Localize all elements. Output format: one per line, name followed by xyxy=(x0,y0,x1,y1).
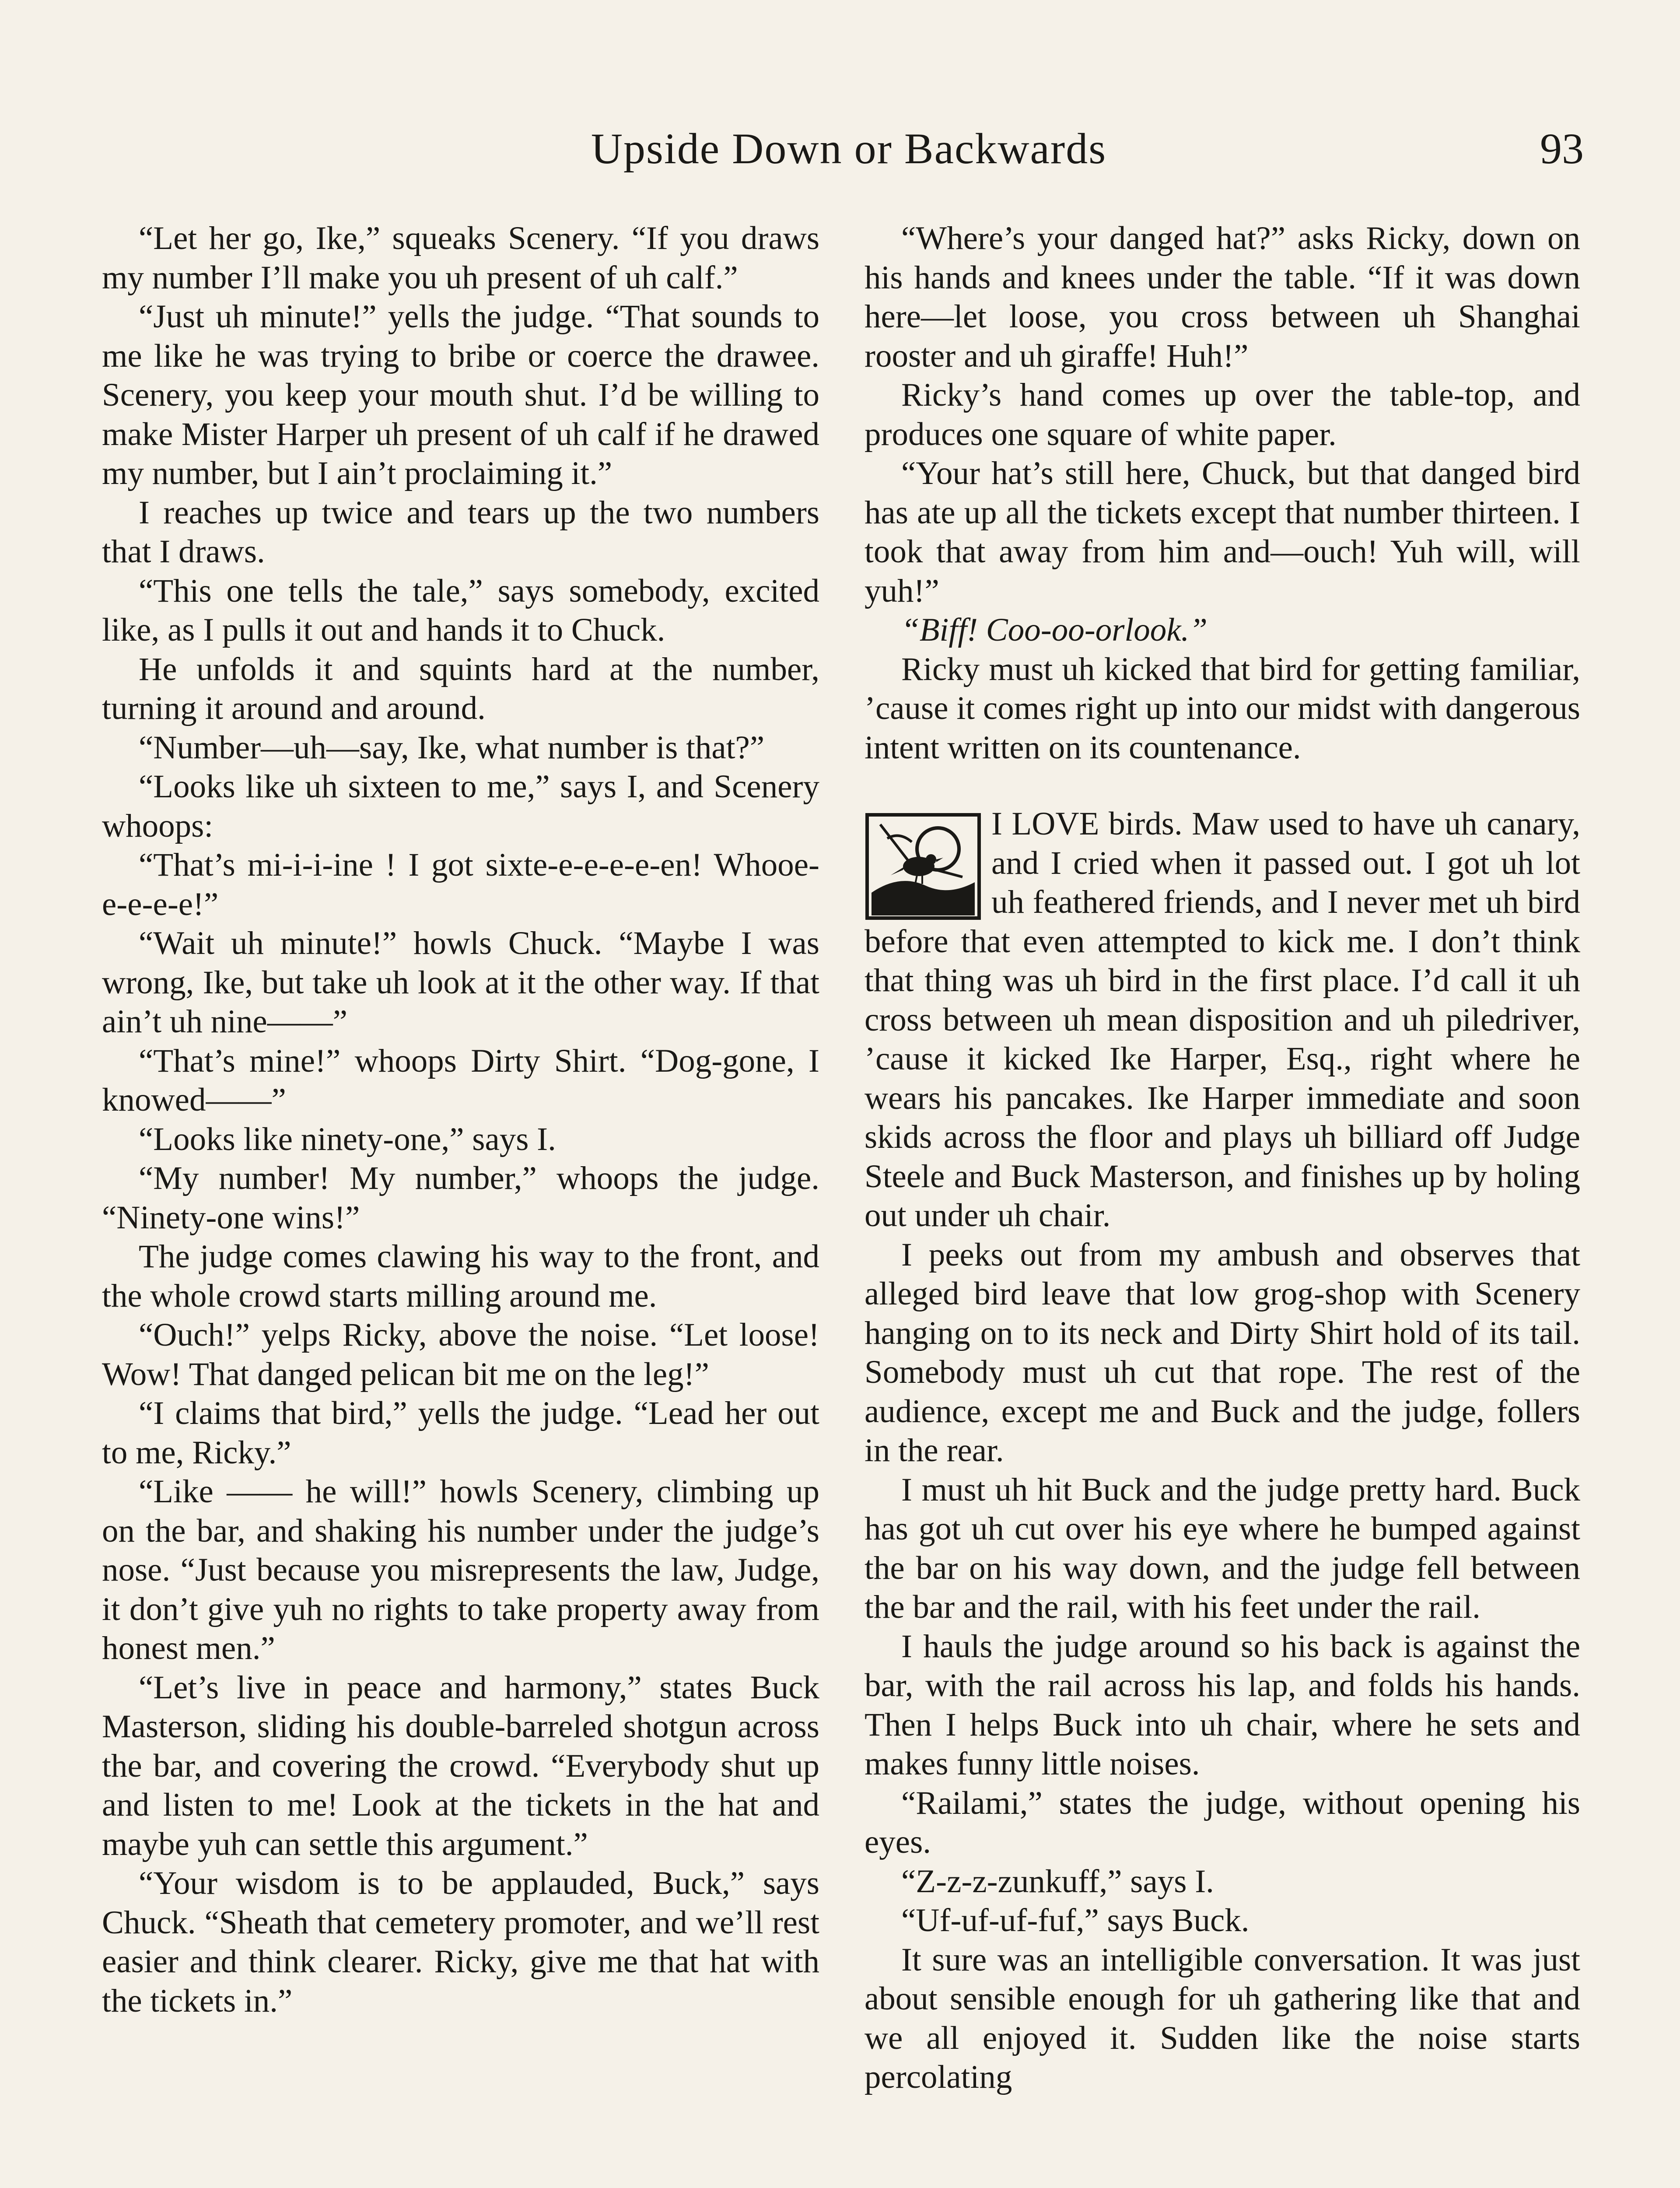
italic-dialogue: “Uf-uf-uf-fuf,” says Buck. xyxy=(901,1902,1250,1939)
paragraph: “Railami,” states the judge, without opening his eyes. xyxy=(864,1785,1580,1860)
paragraph: “Ouch!” yelps Ricky, above the noise. “Let loose! Wow! That danged pelican bit me on the leg!” xyxy=(102,1317,819,1392)
paragraph: I reaches up twice and tears up the two numbers that I draws. xyxy=(102,494,819,570)
italic-dialogue: “Z-z-z-zunkuff,” says I. xyxy=(901,1863,1214,1900)
section-break xyxy=(864,767,1580,804)
page-number: 93 xyxy=(1540,124,1584,173)
paragraph: “Where’s your danged hat?” asks Ricky, down on his hands and knees under the table. “If it was down here—let loose, you cross between uh Shanghai rooster and uh giraffe! Huh!” xyxy=(864,220,1580,374)
italic-exclamation: “Biff! Coo-oo-orlook.” xyxy=(901,612,1208,648)
paragraph: “I claims that bird,” yells the judge. “Lead her out to me, Ricky.” xyxy=(102,1395,819,1471)
paragraph: Ricky must uh kicked that bird for getting familiar, ’cause it comes right up into our midst with dangerous intent written on its countenance. xyxy=(864,651,1580,766)
paragraph: “Wait uh minute!” howls Chuck. “Maybe I was wrong, Ike, but take uh look at it the other way. If that ain’t uh nine——” xyxy=(102,925,819,1040)
running-title: Upside Down or Backwards xyxy=(591,124,1107,173)
paragraph: “Your wisdom is to be applauded, Buck,” says Chuck. “Sheath that cemetery promoter, and we’ll rest easier and think clearer. Ricky, give me that hat with the tickets in.” xyxy=(102,1865,819,2019)
paragraph: “That’s mi-i-i-ine ! I got sixte-e-e-e-e-en! Whooe-e-e-e-e!” xyxy=(102,847,819,922)
paragraph: “Let her go, Ike,” squeaks Scenery. “If you draws my number I’ll make you uh present of uh calf.” xyxy=(102,220,819,296)
ornament-paragraph: I LOVE birds. Maw used to have uh canary, and I cried when it passed out. I got uh lot uh feathered friends, and I never met uh bird before that even attempted to kick me. I don’t think that thing was uh bird in the first place. I’d call it uh cross between uh mean disposition and uh piledriver, ’cause it kicked Ike Harper, Esq., right where he wears his pancakes. Ike Harper immediate and soon skids across the floor and plays uh billiard off Judge Steele and Buck Masterson, and finishes up by holing out under uh chair. xyxy=(864,806,1580,1234)
page-header xyxy=(0,118,1680,179)
paragraph: “That’s mine!” whoops Dirty Shirt. “Dog-gone, I knowed——” xyxy=(102,1042,819,1118)
paragraph: “Like —— he will!” howls Scenery, climbing up on the bar, and shaking his number under the judge’s nose. “Just because you misrepresents the law, Judge, it don’t give yuh no rights to take property away from honest men.” xyxy=(102,1473,819,1666)
paragraph: “This one tells the tale,” says somebody, excited like, as I pulls it out and hands it to Chuck. xyxy=(102,572,819,648)
paragraph: It sure was an intelligible conversation. It was just about sensible enough for uh gathering like that and we all enjoyed it. Sudden like the noise starts percolating xyxy=(864,1941,1580,2095)
paragraph: I must uh hit Buck and the judge pretty hard. Buck has got uh cut over his eye where he bumped against the bar on his way down, and the judge fell between the bar and the rail, with his feet under the rail. xyxy=(864,1471,1580,1625)
paragraph: “Number—uh—say, Ike, what number is that?” xyxy=(139,729,765,766)
paragraph: “Looks like ninety-one,” says I. xyxy=(139,1121,556,1157)
paragraph: He unfolds it and squints hard at the number, turning it around and around. xyxy=(102,651,819,726)
ornament-paragraph-block xyxy=(864,804,1580,1235)
paragraph: “Let’s live in peace and harmony,” states Buck Masterson, sliding his double-barreled shotgun across the bar, and covering the crowd. “Everybody shut up and listen to me! Look at the tickets in the hat and maybe yuh can settle this argument.” xyxy=(102,1669,819,1862)
right-column xyxy=(864,219,1580,2097)
paragraph: The judge comes clawing his way to the front, and the whole crowd starts milling around me. xyxy=(102,1238,819,1314)
left-column xyxy=(102,219,819,2020)
paragraph: I hauls the judge around so his back is against the bar, with the rail across his lap, and folds his hands. Then I helps Buck into uh chair, where he sets and makes funny little noises. xyxy=(864,1628,1580,1782)
paragraph: Ricky’s hand comes up over the table-top, and produces one square of white paper. xyxy=(864,377,1580,452)
paragraph: “Looks like uh sixteen to me,” says I, and Scenery whoops: xyxy=(102,768,819,844)
paragraph: “Just uh minute!” yells the judge. “That sounds to me like he was trying to bribe or coerce the drawee. Scenery, you keep your mouth shut. I’d be willing to make Mister Harper uh present of uh calf if he drawed my number, but I ain’t proclaiming it.” xyxy=(102,298,819,491)
paragraph: “Your hat’s still here, Chuck, but that danged bird has ate up all the tickets except that number thirteen. I took that away from him and—ouch! Yuh will, will yuh!” xyxy=(864,455,1580,609)
paragraph: “My number! My number,” whoops the judge. “Ninety-one wins!” xyxy=(102,1160,819,1236)
bird-woodcut-icon xyxy=(864,812,982,921)
paragraph: I peeks out from my ambush and observes that alleged bird leave that low grog-shop with Scenery hanging on to its neck and Dirty Shirt hold of its tail. Somebody must uh cut that rope. The rest of the audience, except me and Buck and the judge, follers in the rear. xyxy=(864,1236,1580,1469)
